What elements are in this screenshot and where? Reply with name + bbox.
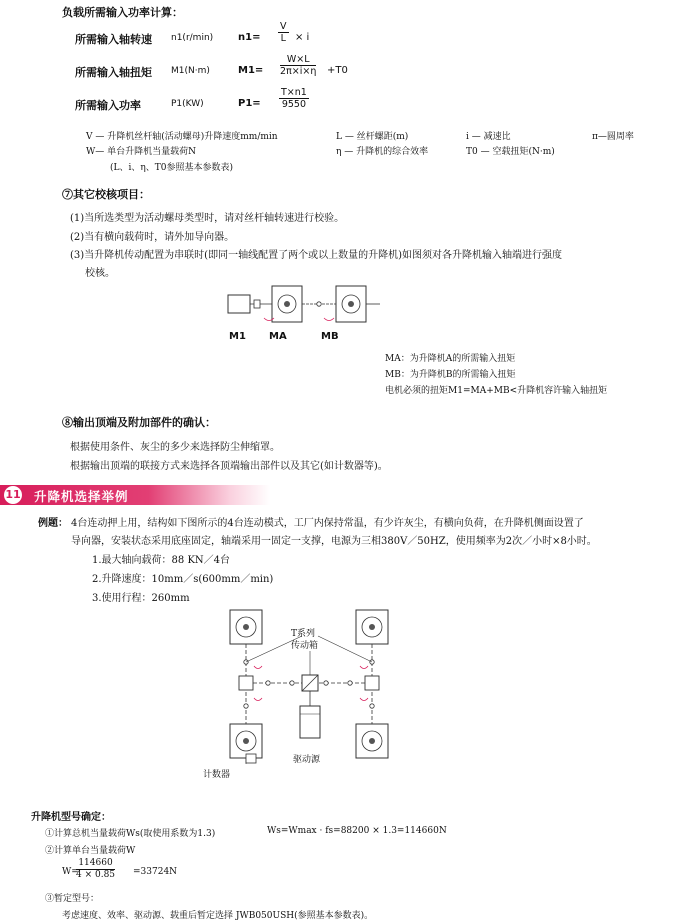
model-step-3: ③暂定型号： bbox=[45, 894, 100, 904]
banner-number: 11 bbox=[4, 486, 22, 504]
check-heading: ⑦其它校核项目： bbox=[62, 188, 150, 201]
label-m1: M1 bbox=[229, 331, 246, 342]
output-item-1: 根据使用条件、灰尘的多少来选择防尘伸缩罩。 bbox=[70, 442, 280, 453]
drive-motor bbox=[300, 706, 320, 738]
label-gearbox: 传动箱 bbox=[291, 641, 319, 651]
condition-3: 3.使用行程：260mm bbox=[92, 593, 190, 604]
formula-frac-torque: $\frac{W\times L}{2\pi\times i\times\eta}$ bbox=[280, 54, 317, 77]
model-step-1: ①计算总机当量载荷Ws(取使用系数为1.3) bbox=[45, 829, 216, 839]
legend-t0: T0 — 空载扭矩(N·m) bbox=[466, 147, 555, 157]
label-ma: MA bbox=[269, 331, 287, 342]
series-drive-diagram bbox=[224, 282, 384, 328]
example-label: 例题： bbox=[38, 518, 68, 529]
check-item-3-cont: 校核。 bbox=[85, 268, 115, 279]
w-prefix: W= bbox=[62, 867, 79, 877]
output-heading: ⑧输出顶端及附加部件的确认： bbox=[62, 416, 216, 429]
legend-note: (L、i、η、T0参照基本参数表) bbox=[110, 163, 233, 173]
formula-sym-speed: n1= bbox=[238, 32, 261, 43]
counter-box bbox=[246, 754, 256, 763]
formula-sym-torque: M1= bbox=[238, 65, 264, 76]
formula-sym-power: P1= bbox=[238, 98, 261, 109]
legend-l: L — 丝杆螺距(m) bbox=[336, 132, 409, 142]
formula-label-torque: 所需输入轴扭矩 bbox=[75, 66, 152, 79]
example-line-2: 导向器，安装状态采用底座固定，轴端采用一固定一支撑，电源为三相380V／50HZ，使用频率为2次／小时×8小时。 bbox=[71, 536, 597, 547]
formula-unit-speed: n1(r/min) bbox=[171, 33, 214, 43]
legend-eta: η — 升降机的综合效率 bbox=[336, 147, 429, 157]
legend-v: V — 升降机丝杆轴(活动螺母)升降速度mm/min bbox=[86, 132, 278, 142]
example-line-1: 4台连动押上用，结构如下图所示的4台连动模式，工厂内保持常温，有少许灰尘，有横向负荷，在升降机侧面设置了 bbox=[71, 518, 584, 529]
note-ma: MA：为升降机A的所需输入扭矩 bbox=[385, 354, 516, 364]
banner-title: 升降机选择举例 bbox=[34, 489, 129, 504]
formula-suffix-speed: × i bbox=[295, 32, 310, 43]
note-m1: 电机必须的扭矩M1=MA+MB<升降机容许输入轴扭矩 bbox=[385, 386, 608, 396]
section-banner bbox=[0, 485, 270, 505]
model-step-1-formula: Ws=Wmax · fs=88200 × 1.3=114660N bbox=[267, 826, 447, 836]
legend-w: W— 单台升降机当量载荷N bbox=[86, 147, 196, 157]
w-fraction: $\frac{114660}{4 \times 0.85}$ bbox=[76, 858, 116, 880]
model-heading: 升降机型号确定： bbox=[31, 812, 111, 823]
formula-label-speed: 所需输入轴转速 bbox=[75, 33, 152, 46]
check-item-1: (1)当所选类型为活动螺母类型时，请对丝杆轴转速进行校验。 bbox=[70, 213, 345, 224]
formula-frac-speed: $\frac{V}{L}$ bbox=[280, 21, 287, 44]
label-counter: 计数器 bbox=[203, 770, 231, 780]
legend-pi: π—圆周率 bbox=[592, 132, 634, 142]
legend-i: i — 减速比 bbox=[466, 132, 511, 142]
formula-suffix-torque: +T0 bbox=[327, 65, 348, 76]
check-item-3: (3)当升降机传动配置为串联时(即同一轴线配置了两个或以上数量的升降机)如图须对各升降机输入轴端进行强度 bbox=[70, 250, 562, 261]
motor-m1-body bbox=[228, 295, 250, 313]
formula-unit-torque: M1(N·m) bbox=[171, 66, 210, 76]
label-t-series: T系列 bbox=[291, 629, 316, 639]
output-item-2: 根据输出顶端的联接方式来选择各顶端输出部件以及其它(如计数器等)。 bbox=[70, 461, 388, 472]
condition-2: 2.升降速度：10mm／s(600mm／min) bbox=[92, 574, 274, 585]
formula-frac-power: $\frac{T\times n1}{9550}$ bbox=[281, 87, 307, 110]
note-mb: MB：为升降机B的所需输入扭矩 bbox=[385, 370, 516, 380]
formula-heading: 负载所需输入功率计算： bbox=[62, 6, 183, 19]
model-step-2: ②计算单台当量载荷W bbox=[45, 846, 136, 856]
formula-unit-power: P1(KW) bbox=[171, 99, 204, 109]
check-item-2: (2)当有横向载荷时，请外加导向器。 bbox=[70, 232, 235, 243]
condition-1: 1.最大轴向载荷：88 KN／4台 bbox=[92, 555, 231, 566]
label-drive: 驱动源 bbox=[293, 755, 321, 765]
model-step-3-text: 考虑速度、效率、驱动源、载重后暂定选择 JWB050USH(参照基本参数表)。 bbox=[62, 911, 374, 921]
label-mb: MB bbox=[321, 331, 339, 342]
w-result: =33724N bbox=[133, 867, 178, 877]
formula-label-power: 所需输入功率 bbox=[75, 99, 141, 112]
